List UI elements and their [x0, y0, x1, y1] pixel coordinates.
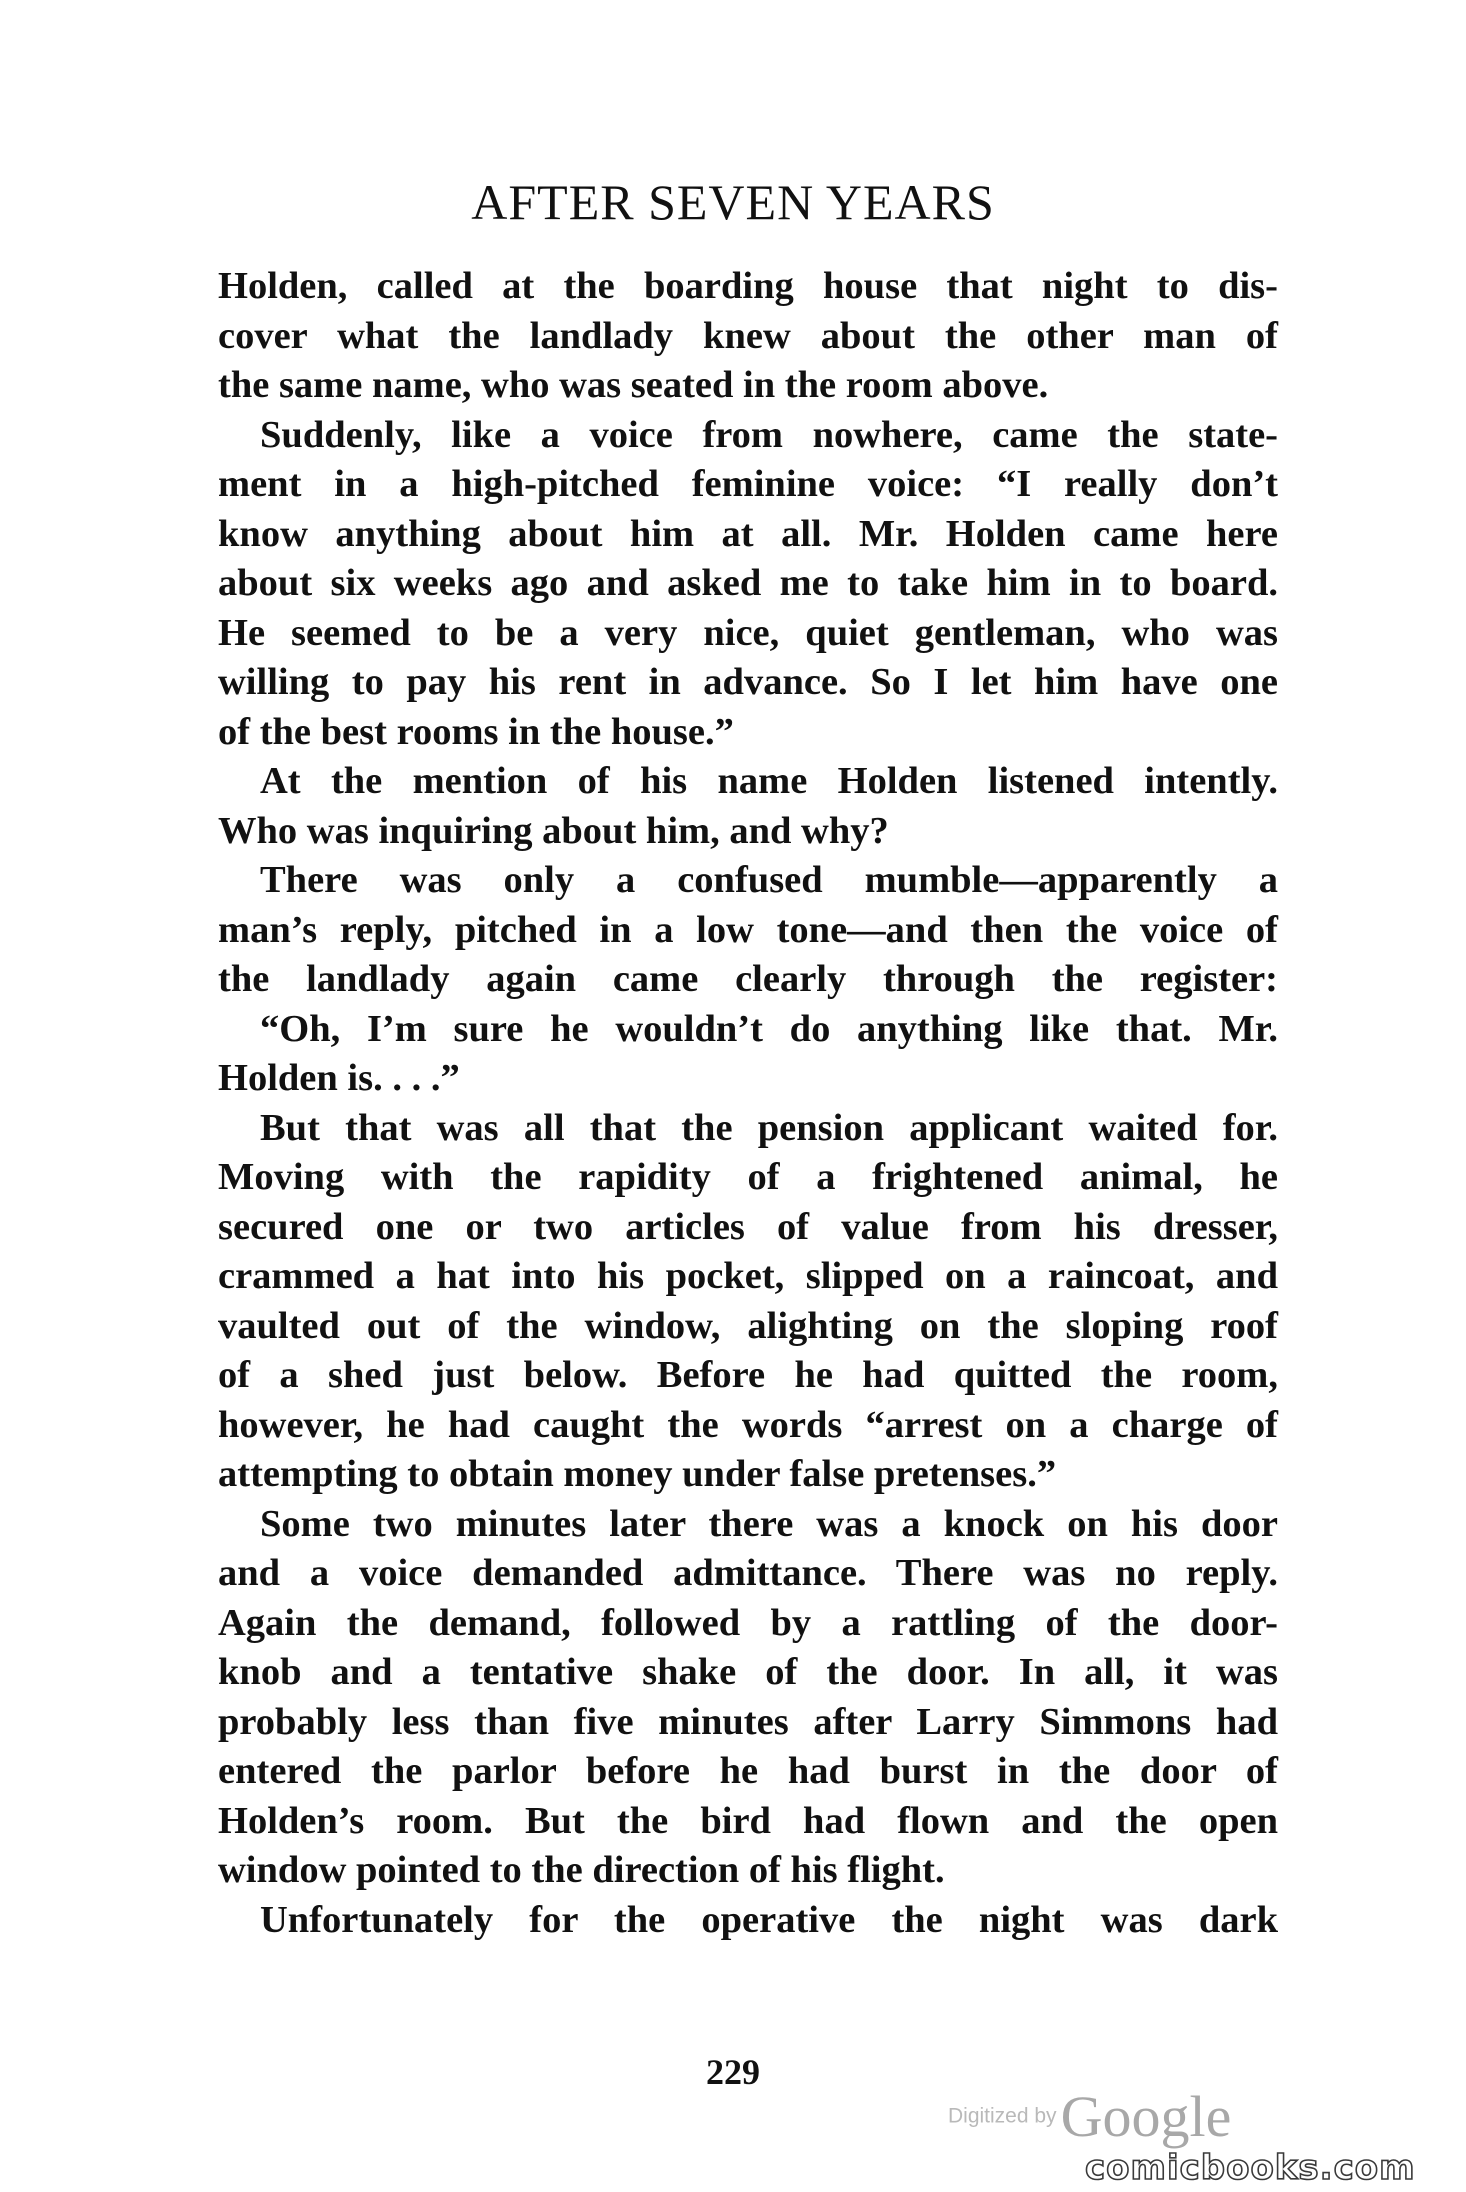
text-line: window pointed to the direction of his flight. [218, 1849, 945, 1891]
text-line: and a voice demanded admittance. There was no reply. [218, 1552, 1278, 1594]
text-line: Holden, called at the boarding house that night to dis- [218, 265, 1278, 307]
text-line: probably less than five minutes after Larry Simmons had [218, 1700, 1278, 1743]
google-logo: Google [1060, 2084, 1232, 2149]
text-line: the landlady again came clearly through the register: [218, 958, 1278, 1000]
text-line: man’s reply, pitched in a low tone—and then the voice of [218, 908, 1278, 951]
text-line: of the best rooms in the house.” [218, 710, 734, 753]
text-line: There was only a confused mumble—apparently a [260, 859, 1278, 901]
text-line: At the mention of his name Holden listened intently. [260, 760, 1278, 802]
text-line: Some two minutes later there was a knock on his door [260, 1502, 1278, 1545]
text-line: of a shed just below. Before he had quitted the room, [218, 1354, 1278, 1396]
page-number: 229 [706, 2052, 760, 2092]
text-line: Who was inquiring about him, and why? [218, 809, 889, 852]
text-line: But that was all that the pension applicant waited for. [260, 1106, 1278, 1149]
body-text [218, 262, 1278, 1945]
digitized-watermark [948, 2083, 1288, 2153]
site-watermark: comicbooks.com [1085, 2148, 1416, 2188]
text-line: Suddenly, like a voice from nowhere, came the state- [260, 413, 1278, 456]
text-line: vaulted out of the window, alighting on the sloping roof [218, 1304, 1278, 1347]
text-line: know anything about him at all. Mr. Holden came here [218, 512, 1278, 555]
running-head: AFTER SEVEN YEARS [471, 174, 995, 230]
text-line: attempting to obtain money under false pretenses.” [218, 1453, 1057, 1495]
text-line: “Oh, I’m sure he wouldn’t do anything like that. Mr. [260, 1007, 1278, 1050]
text-line: Unfortunately for the operative the night was dark [260, 1898, 1278, 1941]
text-line: the same name, who was seated in the room above. [218, 364, 1049, 406]
text-line: crammed a hat into his pocket, slipped on a raincoat, and [218, 1255, 1278, 1297]
text-line: Holden’s room. But the bird had flown and the open [218, 1799, 1278, 1842]
text-line: willing to pay his rent in advance. So I let him have one [218, 661, 1278, 703]
text-line: about six weeks ago and asked me to take him in to board. [218, 562, 1278, 604]
text-line: He seemed to be a very nice, quiet gentleman, who was [218, 611, 1278, 654]
text-line: Moving with the rapidity of a frightened animal, he [218, 1156, 1278, 1198]
text-line: cover what the landlady knew about the other man of [218, 314, 1278, 357]
text-line: ment in a high-pitched feminine voice: “I really don’t [218, 463, 1278, 505]
text-line: secured one or two articles of value from his dresser, [218, 1205, 1278, 1248]
text-line: Holden is. . . .” [218, 1057, 460, 1099]
digitized-by-label: Digitized by [948, 2104, 1057, 2128]
text-line: entered the parlor before he had burst in the door of [218, 1750, 1278, 1792]
text-line: knob and a tentative shake of the door. In all, it was [218, 1651, 1278, 1693]
text-line: however, he had caught the words “arrest on a charge of [218, 1403, 1278, 1446]
text-line: Again the demand, followed by a rattling of the door- [218, 1601, 1278, 1644]
